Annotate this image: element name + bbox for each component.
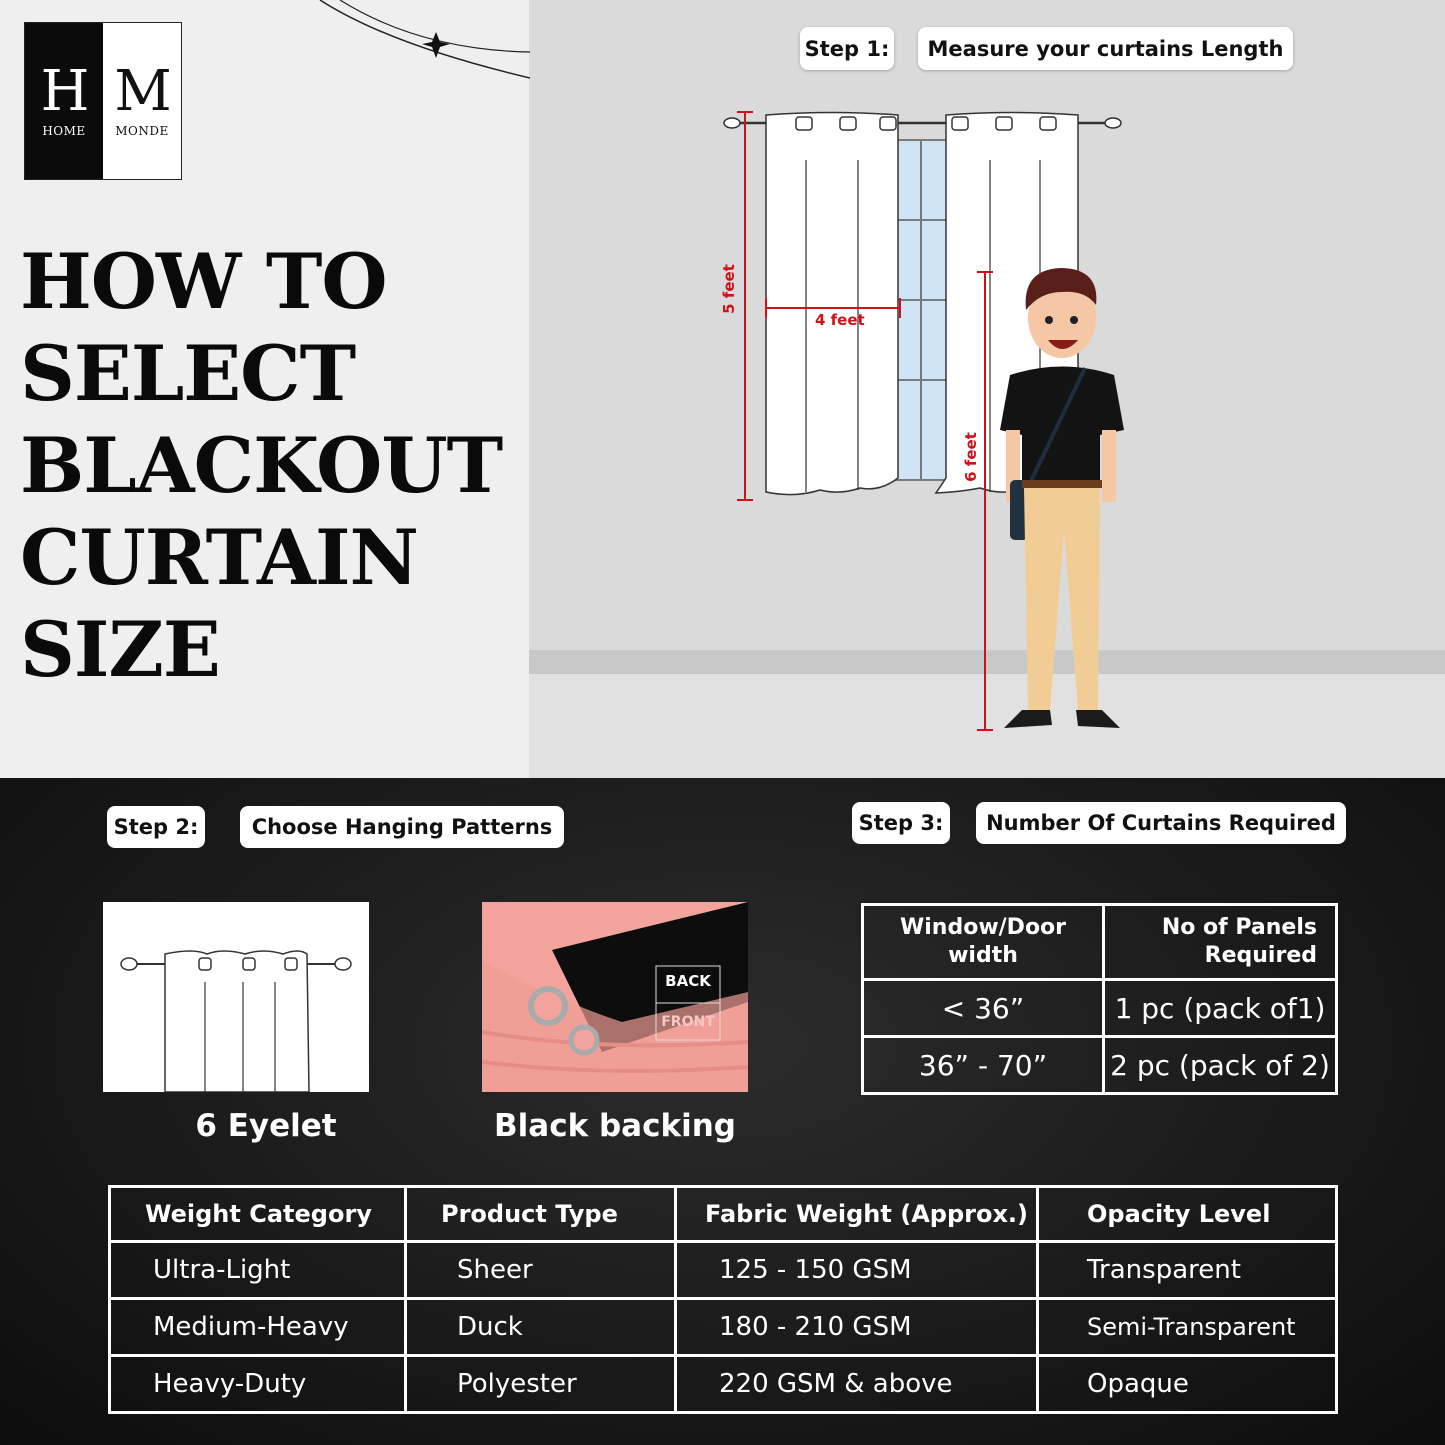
table-header: Window/Door width bbox=[863, 905, 1104, 980]
step3-label: Step 3: bbox=[852, 802, 950, 844]
curtain-window-illustration bbox=[700, 100, 1140, 740]
star-swoosh-icon bbox=[300, 0, 530, 85]
black-backing-caption: Black backing bbox=[494, 1108, 736, 1144]
step2-label: Step 2: bbox=[107, 806, 205, 848]
table-row bbox=[110, 1299, 1337, 1356]
black-backing-image bbox=[482, 902, 748, 1092]
table-cell: Semi-Transparent bbox=[1038, 1299, 1337, 1356]
black-backing-icon bbox=[482, 902, 748, 1092]
page-title bbox=[20, 236, 520, 696]
logo-word-right: MONDE bbox=[115, 124, 169, 138]
panels-table bbox=[861, 903, 1338, 1095]
eyelet-curtain-icon bbox=[103, 902, 369, 1092]
table-cell: Polyester bbox=[406, 1356, 676, 1413]
title-line: SELECT bbox=[20, 329, 356, 418]
person-measure-label: 6 feet bbox=[961, 432, 980, 482]
table-cell: 2 pc (pack of 2) bbox=[1104, 1037, 1337, 1094]
step1-label: Step 1: bbox=[800, 27, 894, 70]
table-cell: < 36” bbox=[863, 980, 1104, 1037]
table-cell: 36” - 70” bbox=[863, 1037, 1104, 1094]
step2-title: Choose Hanging Patterns bbox=[240, 806, 564, 848]
table-header-row bbox=[863, 905, 1337, 980]
table-cell: Transparent bbox=[1038, 1242, 1337, 1299]
logo-letter-left: H bbox=[40, 59, 88, 124]
eyelet-caption: 6 Eyelet bbox=[195, 1108, 337, 1144]
table-header: Weight Category bbox=[110, 1187, 406, 1242]
table-cell: Heavy-Duty bbox=[110, 1356, 406, 1413]
table-cell: 125 - 150 GSM bbox=[676, 1242, 1038, 1299]
front-label: FRONT bbox=[661, 1014, 715, 1030]
title-line: CURTAIN bbox=[20, 513, 418, 602]
eyelet-image bbox=[103, 902, 369, 1092]
table-cell: Sheer bbox=[406, 1242, 676, 1299]
table-cell: 180 - 210 GSM bbox=[676, 1299, 1038, 1356]
table-cell: Duck bbox=[406, 1299, 676, 1356]
height-measure-label: 5 feet bbox=[719, 264, 738, 314]
table-header-row bbox=[110, 1187, 1337, 1242]
table-cell: 220 GSM & above bbox=[676, 1356, 1038, 1413]
logo-letter-right: M bbox=[114, 59, 170, 124]
table-header: Product Type bbox=[406, 1187, 676, 1242]
table-row bbox=[863, 980, 1337, 1037]
step1-title: Measure your curtains Length bbox=[918, 27, 1293, 70]
logo-word-left: HOME bbox=[42, 124, 86, 138]
table-header: Opacity Level bbox=[1038, 1187, 1337, 1242]
table-row bbox=[863, 1037, 1337, 1094]
brand-logo bbox=[24, 22, 182, 180]
weight-table bbox=[108, 1185, 1338, 1414]
table-row bbox=[110, 1242, 1337, 1299]
width-measure-label: 4 feet bbox=[815, 311, 865, 329]
title-line: HOW TO bbox=[20, 237, 387, 326]
table-cell: 1 pc (pack of1) bbox=[1104, 980, 1337, 1037]
table-header: No of Panels Required bbox=[1104, 905, 1337, 980]
table-header: Fabric Weight (Approx.) bbox=[676, 1187, 1038, 1242]
table-row bbox=[110, 1356, 1337, 1413]
title-line: SIZE bbox=[20, 605, 220, 694]
table-cell: Ultra-Light bbox=[110, 1242, 406, 1299]
back-label: BACK bbox=[665, 972, 711, 990]
title-line: BLACKOUT bbox=[20, 421, 503, 510]
step3-title: Number Of Curtains Required bbox=[976, 802, 1346, 844]
table-cell: Opaque bbox=[1038, 1356, 1337, 1413]
table-cell: Medium-Heavy bbox=[110, 1299, 406, 1356]
